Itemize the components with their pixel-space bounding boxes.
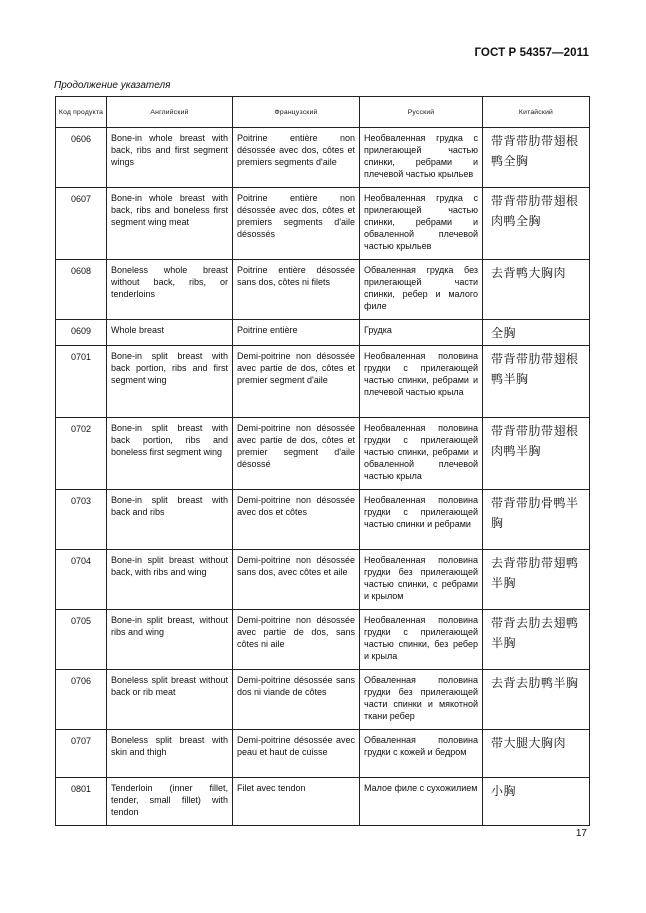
russian-name: Необваленная половина грудки с прилегающей частью спинки и ребрами [360, 490, 483, 550]
table-row [56, 188, 590, 260]
chinese-name: 去背带肋带翅鸭半胸 [483, 550, 590, 610]
column-header-code: Код продукта [56, 97, 107, 128]
table-row [56, 550, 590, 610]
english-name: Boneless split breast without back or rib meat [107, 670, 233, 730]
french-name: Demi-poitrine non désossée avec partie de dos, côtes et premier segment d'aile [233, 346, 360, 418]
russian-name: Обваленная половина грудки с кожей и бедром [360, 730, 483, 778]
russian-name: Необваленная половина грудки с прилегающей частью спинки, без ребер и крыла [360, 610, 483, 670]
english-name: Boneless whole breast without back, ribs, or tenderloins [107, 260, 233, 320]
product-code: 0703 [56, 490, 107, 550]
chinese-name: 带背带肋带翅根肉鸭全胸 [483, 188, 590, 260]
column-header-french: Французский [233, 97, 360, 128]
russian-name: Обваленная грудка без прилегающей части спинки, ребер и малого филе [360, 260, 483, 320]
chinese-name: 全胸 [483, 320, 590, 346]
table-row [56, 418, 590, 490]
russian-name: Необваленная грудка с прилегающей частью спинки, ребрами и плечевой частью крыльев [360, 128, 483, 188]
product-code: 0801 [56, 778, 107, 826]
product-code: 0608 [56, 260, 107, 320]
table-row [56, 778, 590, 826]
continuation-label: Продолжение указателя [54, 80, 171, 91]
product-index-table [55, 96, 590, 826]
russian-name: Необваленная грудка с прилегающей частью спинки, ребрами и обваленной плечевой частью крыльев [360, 188, 483, 260]
french-name: Poitrine entière non désossée avec dos, côtes et premiers segments d'aile désossés [233, 188, 360, 260]
french-name: Poitrine entière [233, 320, 360, 346]
chinese-name: 带大腿大胸肉 [483, 730, 590, 778]
table-row [56, 730, 590, 778]
english-name: Bone-in split breast without back, with ribs and wing [107, 550, 233, 610]
french-name: Demi-poitrine non désossée avec partie de dos, côtes et premier segment d'aile désossé [233, 418, 360, 490]
russian-name: Необваленная половина грудки с прилегающей частью спинки, ребрами и плечевой частью крыла [360, 346, 483, 418]
french-name: Filet avec tendon [233, 778, 360, 826]
table-header-row [56, 97, 590, 128]
chinese-name: 带背带肋带翅根肉鸭半胸 [483, 418, 590, 490]
russian-name: Обваленная половина грудки без прилегающей части спинки и мякотной ткани ребер [360, 670, 483, 730]
russian-name: Необваленная половина грудки без прилегающей частью спинки, с ребрами и крылом [360, 550, 483, 610]
product-code: 0702 [56, 418, 107, 490]
english-name: Tenderloin (inner fillet, tender, small fillet) with tendon [107, 778, 233, 826]
french-name: Poitrine entière non désossée avec dos, côtes et premiers segments d'aile [233, 128, 360, 188]
chinese-name: 去背鸭大胸肉 [483, 260, 590, 320]
product-code: 0607 [56, 188, 107, 260]
english-name: Bone-in whole breast with back, ribs and boneless first segment wing meat [107, 188, 233, 260]
english-name: Bone-in split breast with back portion, ribs and boneless first segment wing [107, 418, 233, 490]
french-name: Poitrine entière désossée sans dos, côtes ni filets [233, 260, 360, 320]
english-name: Bone-in split breast with back and ribs [107, 490, 233, 550]
english-name: Whole breast [107, 320, 233, 346]
page-number: 17 [575, 828, 587, 839]
english-name: Bone-in split breast with back portion, ribs and first segment wing [107, 346, 233, 418]
product-code: 0606 [56, 128, 107, 188]
product-code: 0707 [56, 730, 107, 778]
table-row [56, 260, 590, 320]
russian-name: Малое филе с сухожилием [360, 778, 483, 826]
chinese-name: 带背带肋带翅根鸭全胸 [483, 128, 590, 188]
french-name: Demi-poitrine non désossée avec dos et côtes [233, 490, 360, 550]
chinese-name: 去背去肋鸭半胸 [483, 670, 590, 730]
table-row [56, 670, 590, 730]
chinese-name: 小胸 [483, 778, 590, 826]
product-code: 0706 [56, 670, 107, 730]
russian-name: Грудка [360, 320, 483, 346]
chinese-name: 带背带肋带翅根鸭半胸 [483, 346, 590, 418]
french-name: Demi-poitrine non désossée sans dos, avec côtes et aile [233, 550, 360, 610]
table-row [56, 346, 590, 418]
french-name: Demi-poitrine non désossée avec partie de dos, sans côtes ni aile [233, 610, 360, 670]
document-code: ГОСТ Р 54357—2011 [474, 47, 589, 59]
product-code: 0705 [56, 610, 107, 670]
table-row [56, 490, 590, 550]
french-name: Demi-poitrine désossée sans dos ni viande de côtes [233, 670, 360, 730]
table-row [56, 610, 590, 670]
english-name: Boneless split breast with skin and thigh [107, 730, 233, 778]
english-name: Bone-in split breast, without ribs and wing [107, 610, 233, 670]
product-code: 0609 [56, 320, 107, 346]
column-header-chinese: Китайский [483, 97, 590, 128]
product-code: 0704 [56, 550, 107, 610]
table-row [56, 128, 590, 188]
french-name: Demi-poitrine désossée avec peau et haut de cuisse [233, 730, 360, 778]
chinese-name: 带背去肋去翅鸭半胸 [483, 610, 590, 670]
product-code: 0701 [56, 346, 107, 418]
english-name: Bone-in whole breast with back, ribs and first segment wings [107, 128, 233, 188]
column-header-english: Английский [107, 97, 233, 128]
column-header-russian: Русский [360, 97, 483, 128]
russian-name: Необваленная половина грудки с прилегающей частью спинки, ребрами и обваленной плечевой частью крыла [360, 418, 483, 490]
table-row [56, 320, 590, 346]
chinese-name: 带背带肋骨鸭半胸 [483, 490, 590, 550]
